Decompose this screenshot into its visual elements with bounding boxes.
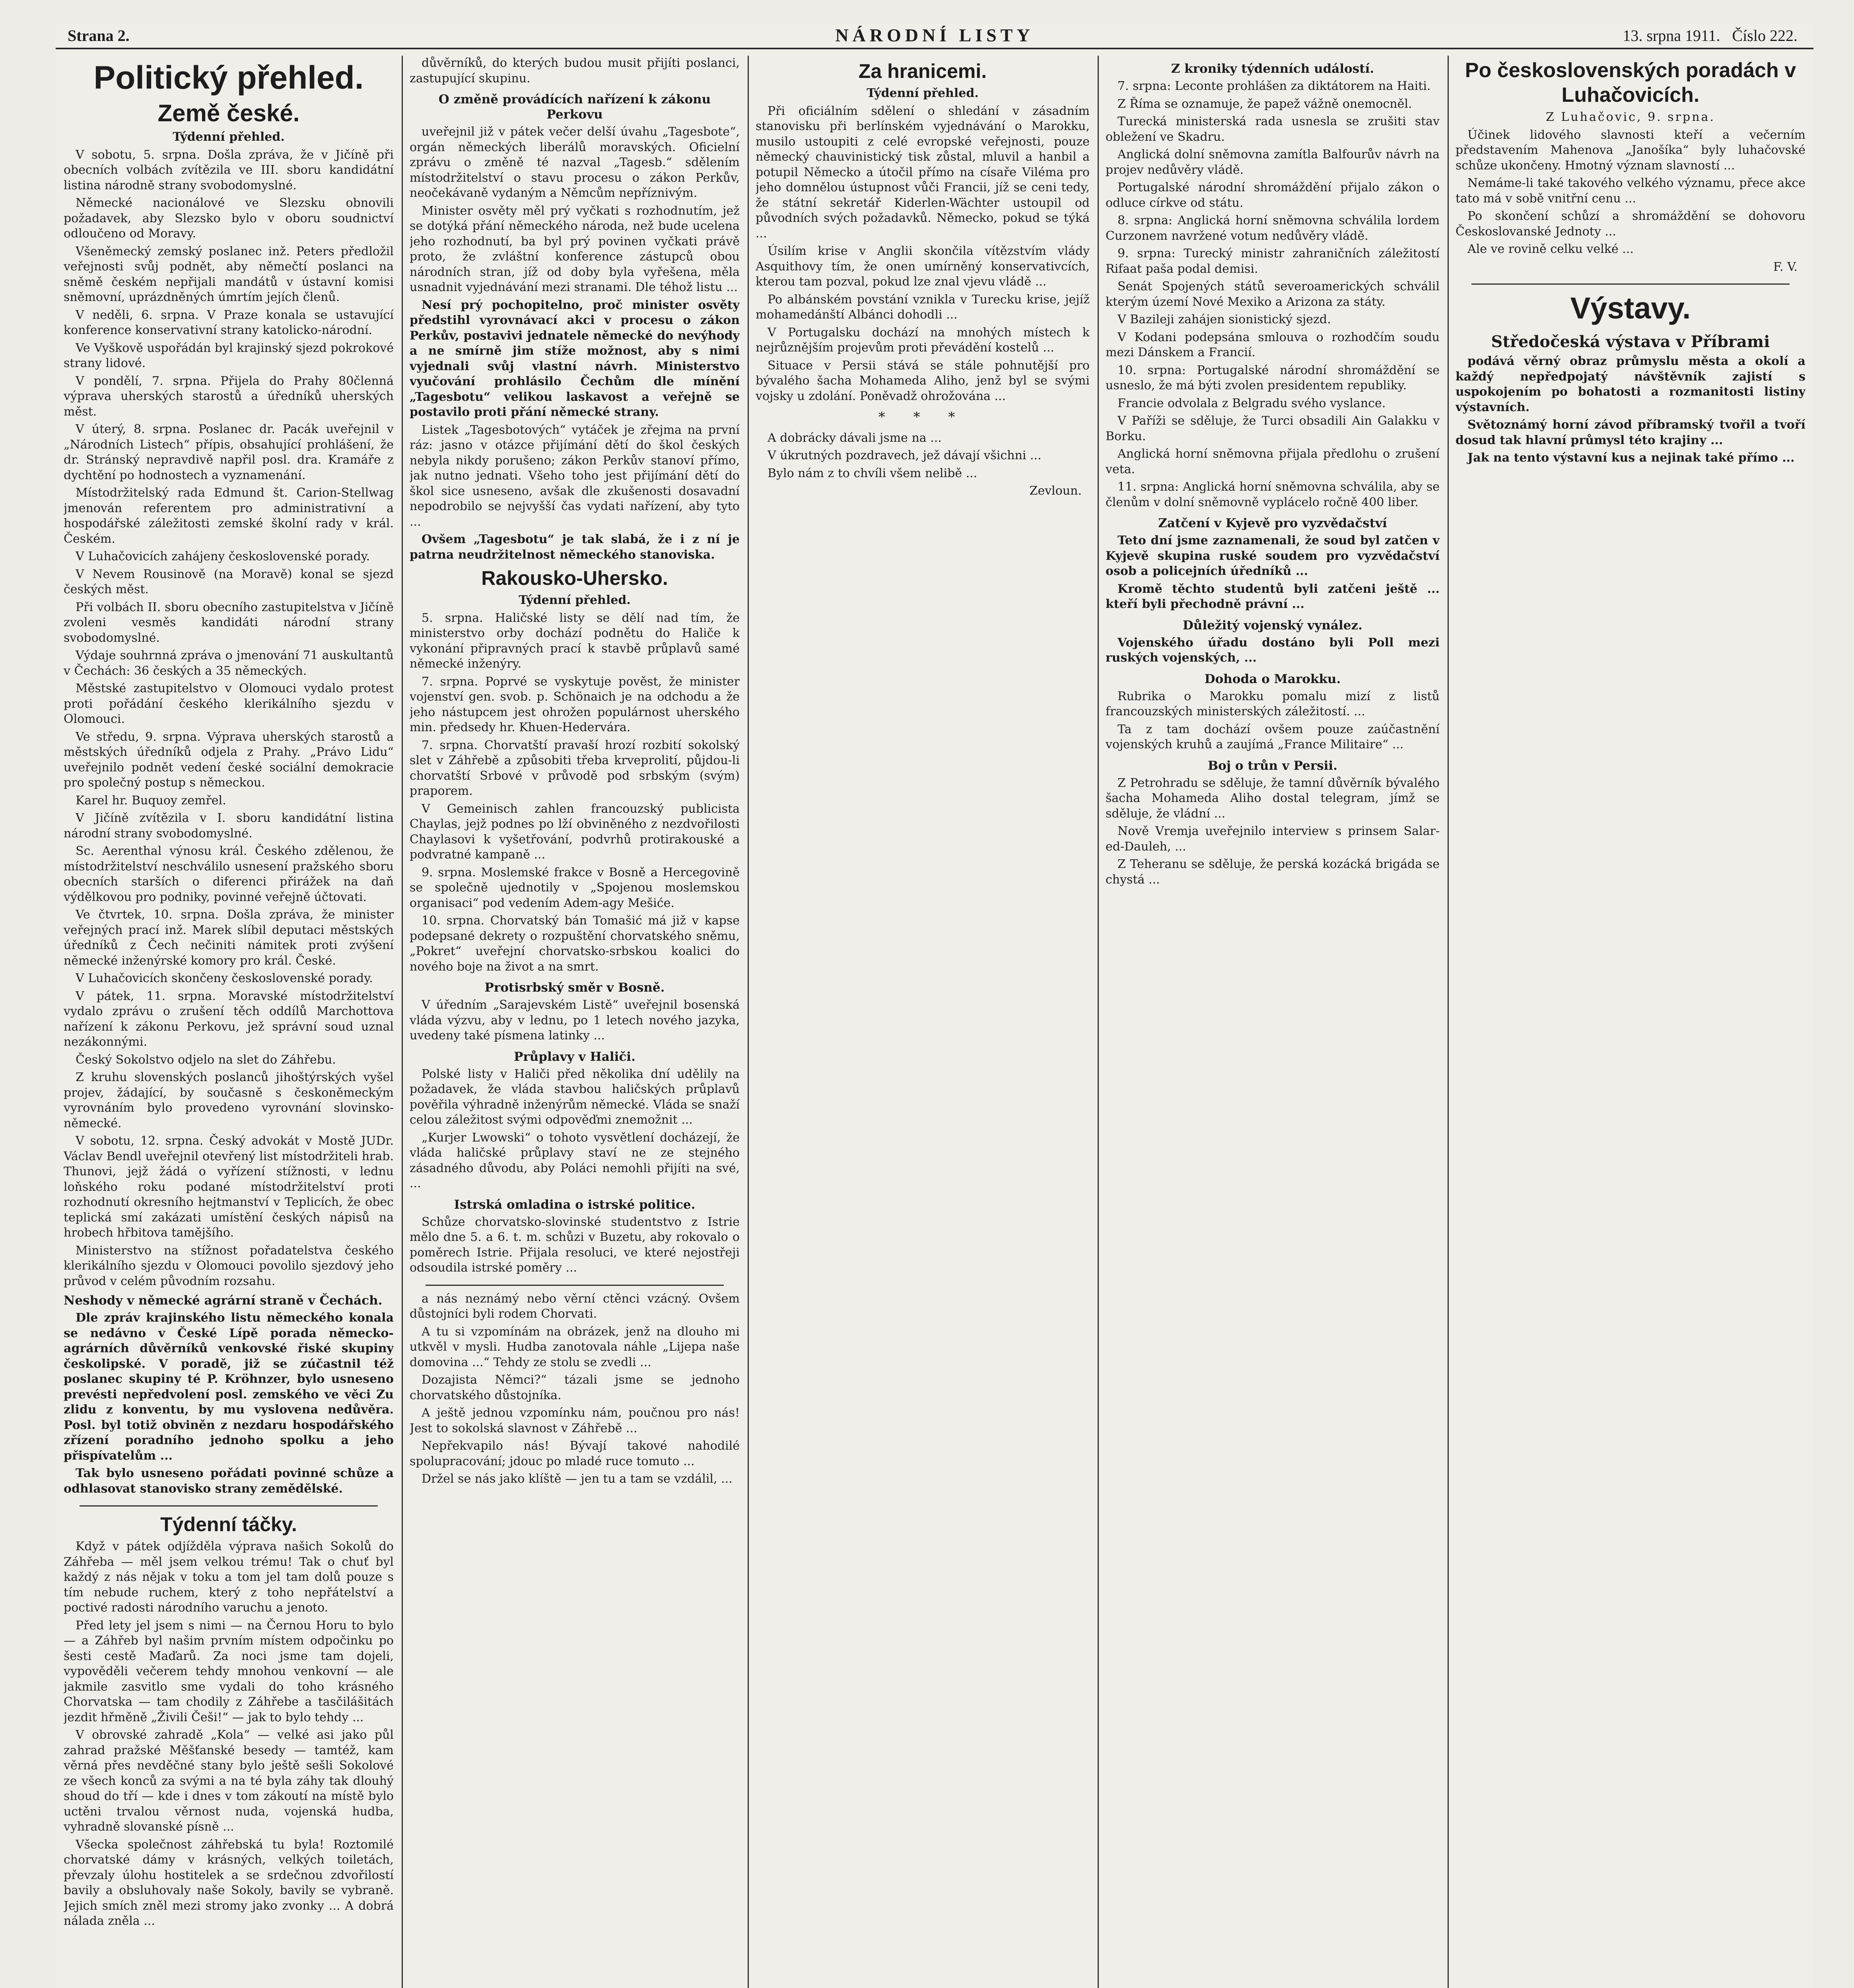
column-rule <box>402 56 403 1988</box>
paragraph: Nemáme-li také takového velkého významu, přece akce tato má v sobě vnitřní cenu ... <box>1456 176 1805 206</box>
paragraph: Bylo nám z to chvíli všem nelibě ... <box>768 466 978 480</box>
subhead-tydenni-prehled: Týdenní přehled. <box>867 86 979 100</box>
subhead-pribram: Středočeská výstava v Příbrami <box>1491 332 1770 351</box>
paragraph: V Paříži se sděluje, že Turci obsadili Ain Galakku v Borku. <box>1106 414 1440 443</box>
section-separator-stars: * * * <box>878 409 967 425</box>
paragraph: A tu si vzpomínám na obrázek, jenž na dlouho mi utkvěl v mysli. Hudba zanotovala náhle „Lijepa naše domovina ...“ Tehdy ze stolu se zvedli ... <box>410 1324 740 1369</box>
paragraph: 9. srpna: Turecký ministr zahraničních záležitostí Rifaat paša podal demisi. <box>1106 247 1440 276</box>
paragraph: 10. srpna: Portugalské národní shromáždění se usneslo, že má býti zvolen presidentem republiky. <box>1106 363 1440 392</box>
section-title-zeme-ceske: Země české. <box>157 100 300 126</box>
paragraph: 5. srpna. Haličské listy se dělí nad tím, že ministerstvo orby dochází podnětu do Haliče k vykonání připravných prací k stavbě průplavů samé německé inženýry. <box>410 611 740 671</box>
section-title-luhacovice: Po československých poradách v Luhačovicích. <box>1465 59 1796 107</box>
paragraph: V Gemeinisch zahlen francouzský publicista Chaylas, jejž podnes po lží obviněného z nezdvořilosti Chaylasovi k vyšetřování, podvrhů protirakouské a podvratné kampaně ... <box>410 802 740 862</box>
paragraph: „Kurjer Lwowski“ o tohoto vysvětlení docházejí, že vláda haličské průplavy staví ne ze stejného zásadného důvodu, aby Poláci nemohli přijíti na své, ... <box>410 1130 740 1190</box>
paragraph: 9. srpna. Moslemské frakce v Bosně a Hercegovině se společně ujednotily v „Spojenou moslemskou organisaci“ pod vedením Adem-agy Mešiće. <box>410 865 740 910</box>
column-1 <box>64 56 394 1988</box>
paragraph: Držel se nás jako klíště — jen tu a tam se vzdálil, ... <box>422 1472 733 1486</box>
page-number: Strana 2. <box>68 27 130 45</box>
newspaper-title: NÁRODNÍ LISTY <box>835 25 1034 45</box>
paragraph: Vojenského úřadu dostáno byli Poll mezi ruských vojenských, ... <box>1106 635 1440 665</box>
paragraph: Světoznámý horní závod příbramský tvořil a tvoří dosud tak hlavní průmysl této krajiny ... <box>1456 418 1805 447</box>
paragraph: Situace v Persii stává se stále pohnutější pro bývalého šacha Mohameda Aliho, jenž byl se svými vojsky u zdolání. Poněvadž ohrožována ... <box>756 358 1090 403</box>
paragraph: Při volbách II. sboru obecního zastupitelstva v Jičíně zvoleni vesměs kandidáti národní strany svobodomyslné. <box>64 600 394 645</box>
paragraph: důvěrníků, do kterých budou musit přijíti poslanci, zastupující skupinu. <box>410 56 740 85</box>
section-title-vystavy: Výstavy. <box>1570 291 1691 325</box>
paragraph: Teto dní jsme zaznamenali, že soud byl zatčen v Kyjevě skupina ruské soudem pro vyzvědačství osob a policejních úředníků ... <box>1106 534 1440 578</box>
paragraph: Z Petrohradu se sděluje, že tamní důvěrník bývalého šacha Mohameda Aliho dostal telegram, jímž se sděluje, že vládní ... <box>1106 776 1440 821</box>
subhead-boj-o-trun: Boj o trůn v Persii. <box>1207 758 1337 773</box>
paragraph: Městské zastupitelstvo v Olomouci vydalo protest proti pořádání českého klerikálního sjezdu v Olomouci. <box>64 681 394 726</box>
paragraph: Turecká ministerská rada usnesla se zrušiti stav obležení ve Skadru. <box>1106 115 1440 144</box>
paragraph: V Portugalsku dochází na mnohých místech k nejrůznějším projevům proti převádění kostelů ... <box>756 325 1090 355</box>
paragraph: 11. srpna: Anglická horní sněmovna schválila, aby se členům v dolní sněmovně vyplácelo ročně 400 liber. <box>1106 480 1440 509</box>
subhead-zmena-narizeni: O změně provádících nařízení k zákonu Perkovu <box>438 92 711 122</box>
paragraph: V obrovské zahradě „Kola“ — velké asi jako půl zahrad pražské Měšťanské besedy — tamtéž, kam věrná přes nevděčné stany bylo ještě sešli Sokolové ze všech konců za svými a na té byla záhy tak dlouhý shoud do tří — kde i dnes v tom zákoutí na místě bylo uctěni trvalou věrnost nuda, vojenská hudba, vyhradně slovanské písně ... <box>64 1728 394 1834</box>
paragraph: Ve středu, 9. srpna. Výprava uherských starostů a městských úředníků odjela z Prahy. „Právo Lidu“ uveřejnilo podnět vedení české sociální demokracie pro společný postup s německou. <box>64 730 394 790</box>
column-2 <box>410 56 740 1988</box>
paragraph: Minister osvěty měl prý vyčkati s rozhodnutím, jež se dotýká přání německého národa, než bude ucelena jeho rozhodnutí, ba byl prý povinen vyčkati právě proto, že zvláštní konference zástupců obou národních stran, jíž od doby byla vyřešena, měla usnadnit vyjednávání mezi stranami. Dle téhož listu ... <box>410 204 740 294</box>
paragraph: Z Říma se oznamuje, že papež vážně onemocněl. <box>1117 97 1412 111</box>
divider <box>80 1505 378 1507</box>
newspaper-page <box>56 24 1813 1988</box>
column-5 <box>1456 56 1805 1988</box>
subhead-kronika: Z kroniky týdenních událostí. <box>1171 62 1374 76</box>
paragraph: V Kodani podepsána smlouva o rozhodčím soudu mezi Dánskem a Francií. <box>1106 330 1440 359</box>
subhead-neshody: Neshody v německé agrární straně v Čechách. <box>64 1293 383 1308</box>
dateline: Z Luhačovic, 9. srpna. <box>1546 110 1715 124</box>
section-title-tydenni-tacky: Týdenní táčky. <box>160 1513 297 1536</box>
paragraph: 10. srpna. Chorvatský bán Tomašić má již v kapse podepsané dekrety o rozpuštění chorvatského sněmu, „Pokret“ uveřejní chorvatsko-srbskou koalici do nového boje na život a na smrt. <box>410 914 740 974</box>
section-title-za-hranicemi: Za hranicemi. <box>858 60 987 82</box>
paragraph: Když v pátek odjížděla výprava našich Sokolů do Záhřeba — měl jsem velkou trému! Tak o chuť byl každý z nás nějak v toku a tom jel tam dolů pouze s tím nebude ruchem, který z toho nepřátelství a poctivé radosti národního varuchu a jenoto. <box>64 1540 394 1615</box>
paragraph: Po skončení schůzí a shromáždění se dohovoru Českoslovanské Jednoty ... <box>1456 209 1805 239</box>
paragraph: Schůze chorvatsko-slovinské studentstvo z Istrie mělo dne 5. a 6. t. m. schůzi v Buzetu, aby rokovalo o poměrech Istrie. Přijala resoluci, ve které nejostřeji odsoudila istrské poměry ... <box>410 1215 740 1275</box>
paragraph: Nesí prý pochopitelno, proč minister osvěty předstihl vyrovnávací akci v procesu o zákon Perkův, postavivi jednatele německé do nevýhody a ne smírně jim stíže možnost, aby s nimi vyjednali svůj vlastní návrh. Ministerstvo vyučování prohlásilo Čechům dle mínění „Tagesbotu“ velikou laskavost a veřejně se postavilo proti přání německé strany. <box>410 298 740 419</box>
subhead-tydenni-prehled: Týdenní přehled. <box>519 593 631 607</box>
column-rule <box>1448 56 1449 1988</box>
paragraph: Z kruhu slovenských poslanců jihoštýrských vyšel projev, žádající, by současně s českoněmeckým vyrovnáním bylo provedeno vyrovnání slovinsko-německé. <box>64 1070 394 1130</box>
paragraph: Před lety jel jsem s nimi — na Černou Horu to bylo — a Záhřeb byl našim prvním místem odpočinku po šesti cestě Maďarů. Za noci jsme tam dojeli, vypověděli večerem tehdy mnohou venkovní — ale jakmile zasvitlo sme vydali do toho krásného Chorvatska — tam chodily z Záhřebe a tasčilášitách jezdit hřměně „Živili Češi!“ — jak to bylo tehdy ... <box>64 1618 394 1724</box>
paragraph: V Bazileji zahájen sionistický sjezd. <box>1117 313 1331 326</box>
paragraph: Francie odvolala z Belgradu svého vyslance. <box>1117 396 1386 410</box>
paragraph: Portugalské národní shromáždění přijalo zákon o odluce církve od státu. <box>1106 181 1440 210</box>
paragraph: Účinek lidového slavnosti kteří a večerním představením Mahenova „Janošíka“ byly luhačovské schůze ukončeny. Hmotný význam slavností ... <box>1456 128 1805 173</box>
paragraph: V sobotu, 12. srpna. Český advokát v Mostě JUDr. Václav Bendl uveřejnil otevřený list místodržiteli hrab. Thunovi, jejž žádá o vyřízení stížnosti, v lednu loňského roku podané místodržitelství proti rozhodnutí okresního hejtmanství v Teplicích, že obec teplická smí zakázati umístění českých nápisů na hrobech hřbitova tamějšího. <box>64 1134 394 1240</box>
divider <box>1471 283 1790 285</box>
paragraph: Nepřekvapilo nás! Bývají takové nahodilé spolupracování; jdouc po mladé ruce tomuto ... <box>410 1439 740 1468</box>
paragraph: A dobrácky dávali jsme na ... <box>768 431 942 445</box>
paragraph: V Nevem Rousinově (na Moravě) konal se sjezd českých měst. <box>64 567 394 596</box>
subhead-zatceni-v-kyjeve: Zatčení v Kyjevě pro vyzvědačství <box>1158 516 1387 530</box>
paragraph: V úředním „Sarajevském Listě“ uveřejnil bosenská vláda výzvu, aby v lednu, po 1 letech nového jazyka, uvedeny také písmena latinky ... <box>410 998 740 1043</box>
paragraph: uveřejnil již v pátek večer delší úvahu „Tagesbote“, orgán německých liberálů moravských. Oficielní zprávu o změně té nazval „Tagesb.“ sdělením místodržitelství o stavu procesu o zákon Perkův, neočekávaně vydaným a Němcům nepříznivým. <box>410 125 740 200</box>
paragraph: Z Teheranu se sděluje, že perská kozácká brigáda se chystá ... <box>1106 857 1440 887</box>
paragraph: V neděli, 6. srpna. V Praze konala se ustavující konference konservativní strany katolicko-národní. <box>64 308 394 337</box>
author-signature: Zevloun. <box>1029 484 1082 498</box>
paragraph: Německé nacionálové ve Slezsku obnovili požadavek, aby Slezsko bylo v oboru soudnictví odloučeno od Moravy. <box>64 196 394 241</box>
paragraph: Po albánském povstání vznikla v Turecku krise, jejíž mohamedánští Albánci dohodli ... <box>756 292 1090 322</box>
paragraph: V úkrutných pozdravech, jež dávají všichni ... <box>768 448 1042 462</box>
subhead-tydenni-prehled: Týdenní přehled. <box>173 130 285 144</box>
subhead-pruplavy: Průplavy v Haliči. <box>514 1049 635 1064</box>
paragraph: V úterý, 8. srpna. Poslanec dr. Pacák uveřejnil v „Národních Listech“ přípis, obsahující prohlášení, že dr. Stránský nepravdivě napřil posl. dra. Kramáře z dychtění po hodnostech a vyznamenání. <box>64 422 394 482</box>
paragraph: Místodržitelský rada Edmund št. Carion-Stellwag jmenován referentem pro administrativní a hospodářské záležitosti zemské školní rady v král. Českém. <box>64 486 394 546</box>
paragraph: 8. srpna: Anglická horní sněmovna schválila lordem Curzonem navržené votum nedůvěry vládě. <box>1106 214 1440 243</box>
subhead-dohoda-o-marokku: Dohoda o Marokku. <box>1204 672 1341 686</box>
paragraph: Ale ve rovině celku velké ... <box>1467 242 1634 256</box>
paragraph: Ve Vyškově uspořádán byl krajinský sjezd pokrokové strany lidové. <box>64 341 394 370</box>
subhead-vojensky-vynalez: Důležitý vojenský vynález. <box>1183 618 1362 633</box>
section-title-rakousko-uhersko: Rakousko-Uhersko. <box>481 567 668 589</box>
paragraph: podává věrný obraz průmyslu města a okolí a každý nepředpojatý návštěvník zajistí s uspokojením po bohatosti a rozmanitosti listiny výstavních. <box>1456 354 1805 414</box>
paragraph: Ministerstvo na stížnost pořadatelstva českého klerikálního sjezdu v Olomouci povolilo sjezdový jeho průvod v celém původním rozsahu. <box>64 1243 394 1288</box>
paragraph: Nově Vremja uveřejnilo interview s prinsem Salar-ed-Dauleh, ... <box>1106 824 1440 854</box>
paragraph: Karel hr. Buquoy zemřel. <box>76 793 226 808</box>
paragraph: Úsilím krise v Anglii skončila vítězstvím vlády Asquithovy tím, že onen umírněný konservativcích, kterou tam pozval, pokud lze znal vjevu vládě ... <box>756 244 1090 289</box>
paragraph: Rubrika o Marokku pomalu mizí z listů francouzských ministerských záležitostí. ... <box>1106 689 1440 718</box>
paragraph: 7. srpna. Chorvatští pravaší hrozí rozbití sokolský slet v Záhřebě a způsobiti třeba krveprolití, půjdou-li chorvatští Srbové v průvodě pod srbským (svým) praporem. <box>410 738 740 798</box>
paragraph: V pondělí, 7. srpna. Přijela do Prahy 80členná výprava uherských starostů a úředníků uherských měst. <box>64 374 394 419</box>
paragraph: A ještě jednou vzpomínku nám, poučnou pro nás! Jest to sokolská slavnost v Záhřebě ... <box>410 1406 740 1435</box>
paragraph: a nás neznámý nebo věrní ctěnci vzácný. Ovšem důstojníci byli rodem Chorvati. <box>410 1291 740 1321</box>
paragraph: V pátek, 11. srpna. Moravské místodržitelství vydalo zprávu o zrušení těch oddílů Marchottova nařízení k zákonu Perkovu, jež správní soud uznal nezákonnými. <box>64 989 394 1049</box>
paragraph: Ve čtvrtek, 10. srpna. Došla zpráva, že minister veřejných prací inž. Marek slíbil deputaci městských úředníků z Čech nečiniti námitek proti zvýšení německé inženýrské komory pro král. České. <box>64 908 394 968</box>
paragraph: Anglická horní sněmovna přijala předlohu o zrušení veta. <box>1106 447 1440 476</box>
subhead-istrska-omladina: Istrská omladina o istrské politice. <box>454 1197 696 1212</box>
masthead <box>56 24 1813 49</box>
issue-date: 13. srpna 1911. Číslo 222. <box>1623 27 1798 45</box>
author-signature: F. V. <box>1773 260 1798 274</box>
paragraph: Ta z tam dochází ovšem pouze zaúčastnění vojenských kruhů a zaujímá „France Militaire“ ... <box>1106 722 1440 751</box>
column-4 <box>1106 56 1440 1988</box>
paragraph: Polské listy v Haliči před několika dní udělily na požadavek, že vláda stavbou haličských průplavů pověřila výhradně inženýrům německé. Vláda se snaží celou záležitost svými odpověďmi znemožnit ... <box>410 1067 740 1127</box>
paragraph: Ovšem „Tagesbotu“ je tak slabá, že i z ní je patrna neudržitelnost německého stanoviska. <box>410 532 740 562</box>
subhead-protisrbsky-smer: Protisrbský směr v Bosně. <box>484 980 665 995</box>
paragraph: Tak bylo usneseno pořádati povinné schůze a odhlasovat stanovisko strany zemědělské. <box>64 1466 394 1496</box>
divider <box>426 1285 724 1286</box>
paragraph: Výdaje souhrnná zpráva o jmenování 71 auskultantů v Čechách: 36 českých a 35 německých. <box>64 648 394 678</box>
paragraph: Listek „Tagesbotových“ vytáček je zřejma na první ráz: jasno v otázce přijímání dětí do škol českých nebyla nikdy porušeno; zákon Perkův stanoví přímo, jak nutno jednati. Všeho toho jest přijímání dětí do škol sice usneseno, avšak dle zkušenosti dosavadní nepodrobilo se nejvyšší čas vydati nařízení, aby tyto ... <box>410 423 740 529</box>
paragraph: Jak na tento výstavní kus a nejinak také přímo ... <box>1467 451 1795 465</box>
column-rule <box>1098 56 1099 1988</box>
paragraph: Dozajista Němci?“ tázali jsme se jednoho chorvatského důstojníka. <box>410 1373 740 1402</box>
paragraph: Sc. Aerenthal výnosu král. Českého zdělenou, že místodržitelství neschválilo usnesení pražského sboru obecních starších o diferenci přirážek na daň výdělkovou pro podniky, povinné veřejně účtovati. <box>64 844 394 904</box>
paragraph: Všecka společnost záhřebská tu byla! Roztomilé chorvatské dámy v krásných, velkých toiletách, převzaly úlohu hostitelek a se srdečnou zdvořilostí bavily a obsluhovaly naše Sokoly, bavily se vybraně. Jejich smích zněl mezi stromy jako zvonky ... A dobrá nálada zněla ... <box>64 1837 394 1928</box>
paragraph: Při oficiálním sdělení o shledání v zásadním stanovisku při berlínském vyjednávání o Marokku, musilo ustoupiti z celé evropské veřejnosti, pouze německý chauvinistický tisk zůstal, mluvil a hanbil a potupil Německo a útočil přímo na císaře Viléma pro jeho domnělou ústupnost vůči Francii, jíž se ceni tedy, že státní sekretář Kiderlen-Wächter ustoupil od původních svých požadavků. Německo, pokud se týká ... <box>756 104 1090 241</box>
paragraph: Anglická dolní sněmovna zamítla Balfourův návrh na projev nedůvěry vládě. <box>1106 148 1440 177</box>
paragraph: Dle zpráv krajinského listu německého konala se nedávno v České Lípě porada německo-agrárních důvěrníků venkovské řiské skupiny českolipské. V poradě, již se zúčastnil též poslanec skupiny té P. Kröhnzer, bylo usneseno prevésti nepředvolení posl. zemského ve věci Zu zlidu z konventu, by mu vyslovena nedůvěra. Posl. byl totiž obviněn z nezdaru hospodářského zřízení poradního jednoho spolku a jeho přispívatelům ... <box>64 1311 394 1463</box>
column-3 <box>756 56 1090 1988</box>
section-title-politicky-prehled: Politický přehled. <box>93 60 364 96</box>
paragraph: V sobotu, 5. srpna. Došla zpráva, že v Jičíně při obecních volbách zvítězila ve III. sboru kandidátní listina národně strany svobodomyslné. <box>64 148 394 192</box>
paragraph: Kromě těchto studentů byli zatčeni ještě ... kteří byli přechodně právní ... <box>1106 582 1440 611</box>
paragraph: Senát Spojených států severoamerických schválil kterým území Nové Mexiko a Arizona za státy. <box>1106 280 1440 309</box>
paragraph: V Luhačovicích skončeny československé porady. <box>76 971 373 985</box>
paragraph: V Luhačovicích zahájeny československé porady. <box>76 549 370 563</box>
paragraph: 7. srpna: Leconte prohlášen za diktátorem na Haiti. <box>1117 79 1431 93</box>
paragraph: V Jičíně zvítězila v I. sboru kandidátní listina národní strany svobodomyslné. <box>64 811 394 841</box>
paragraph: Český Sokolstvo odjelo na slet do Záhřebu. <box>76 1052 336 1067</box>
paragraph: 7. srpna. Poprvé se vyskytuje pověst, že minister vojenství gen. svob. p. Schönaich je na odchodu a že jeho nástupcem jest ohrožen populárnost uherského min. předsedy hr. Khuen-Hedervára. <box>410 674 740 734</box>
paragraph: Všeněmecký zemský poslanec inž. Peters předložil veřejnosti svůj podnět, aby němečtí poslanci na sněmě českém nepřijali mandátů v ústavní komisi sněmovní, uprázdněných úmrtím jejích členů. <box>64 244 394 304</box>
column-rule <box>748 56 749 1988</box>
